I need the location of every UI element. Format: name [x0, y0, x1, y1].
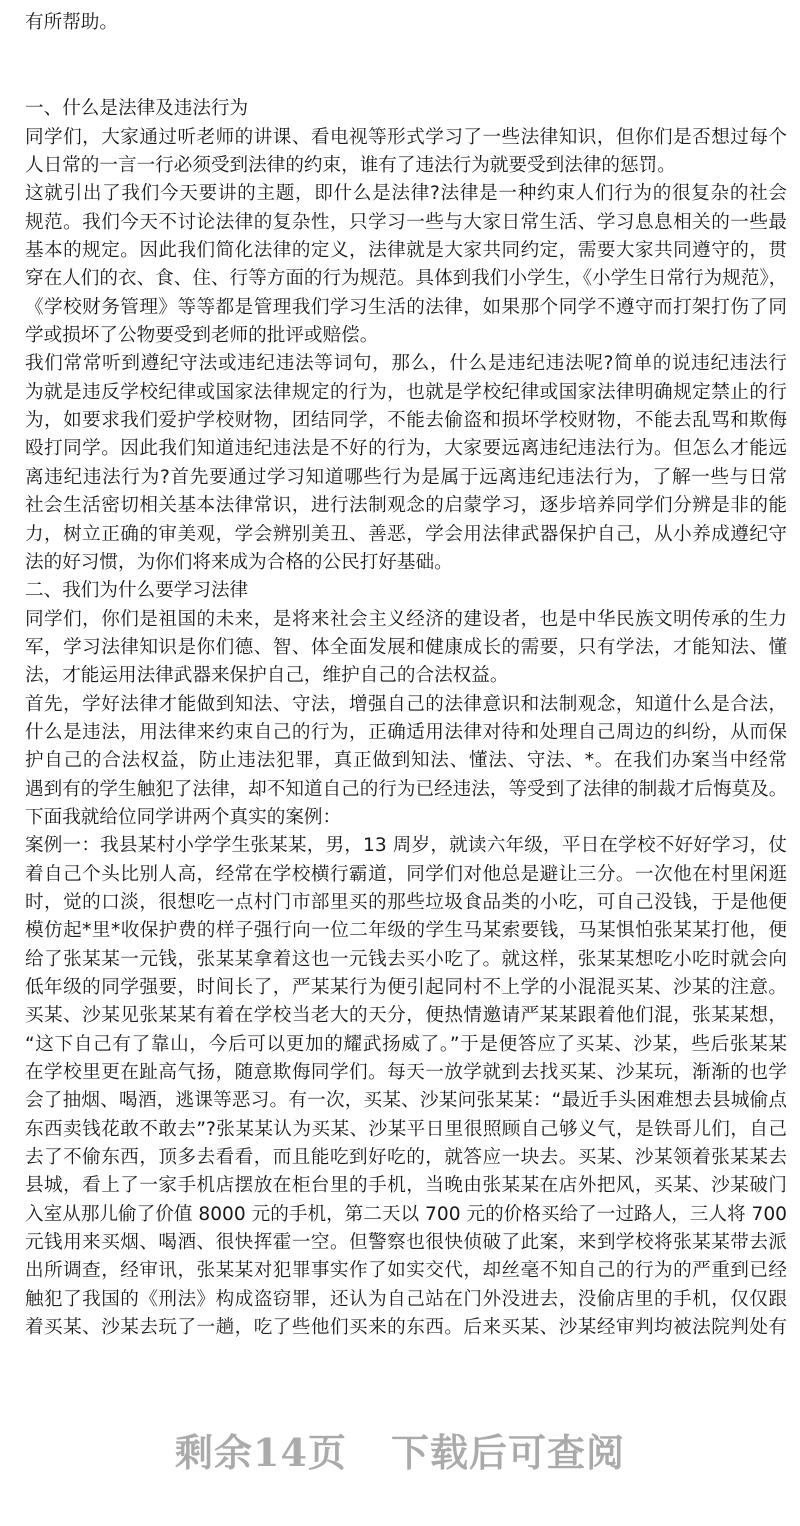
text-line: 去了不偷东西，顶多去看看，而且能吃到好吃的，就答应一块去。买某、沙某领着张某某去	[25, 1147, 787, 1169]
section-heading	[25, 95, 787, 123]
text-line: 东西卖钱花敢不敢去”?张某某认为买某、沙某平日里很照顾自己够义气，是铁哥儿们，自己	[25, 1118, 787, 1140]
text-line: 为就是违反学校纪律或国家法律规定的行为，也就是学校纪律或国家法律明确规定禁止的行	[25, 381, 787, 403]
text-line: 时，觉的口淡，很想吃一点村门市部里买的那些垃圾食品类的小吃，可自己没钱，于是他便	[25, 891, 787, 913]
text-line: 二、我们为什么要学习法律	[25, 580, 249, 602]
text-line: 学或损坏了公物要受到老师的批评或赔偿。	[25, 325, 379, 347]
text-line: 力，树立正确的审美观，学会辨别美丑、善恶，学会用法律武器保护自己，从小养成遵纪守	[25, 523, 787, 545]
text-line: 下面我就给位同学讲两个真实的案例：	[25, 806, 342, 828]
paragraph	[25, 124, 787, 181]
text-line: 案例一：我县某村小学学生张某某，男，13 周岁，就读六年级，平日在学校不好好学习，仗	[25, 835, 787, 857]
text-line: 《学校财务管理》等等都是管理我们学习生活的法律，如果那个同学不遵守而打架打伤了同	[25, 296, 787, 318]
text-line: 法的好习惯，为你们将来成为合格的公民打好基础。	[25, 551, 453, 573]
text-line: 我们常常听到遵纪守法或违纪违法等词句，那么，什么是违纪违法呢?简单的说违纪违法行	[25, 353, 787, 375]
text-line: 一、什么是法律及违法行为	[25, 98, 249, 120]
text-line: 模仿起*里*收保护费的样子强行向一位二年级的学生马某索要钱，马某惧怕张某某打他，便	[25, 920, 787, 942]
text-line: 入室从那儿偷了价值 8000 元的手机，第二天以 700 元的价格买给了一过路人，三人将 700	[25, 1203, 787, 1225]
text-line: 法，才能运用法律武器来保护自己，维护自己的合法权益。	[25, 665, 509, 687]
text-line: 规范。我们今天不讨论法律的复杂性，只学习一些与大家日常生活、学习息息相关的一些最	[25, 211, 787, 233]
text-line: 军，学习法律知识是你们德、智、体全面发展和健康成长的需要，只有学法，才能知法、懂	[25, 636, 787, 658]
document-paragraphs	[25, 95, 787, 1342]
text-line: 低年级的同学强要，时间长了，严某某行为便引起同村不上学的小混混买某、沙某的注意。	[25, 977, 787, 998]
text-line: 出所调查，经审讯，张某某对犯罪事实作了如实交代，却丝毫不知自己的行为的严重到已经	[25, 1260, 787, 1282]
text-line: 有所帮助。	[25, 12, 118, 33]
text-line: 县城，看上了一家手机店摆放在柜台里的手机，当晚由张某某在店外把风，买某、沙某破门	[25, 1175, 787, 1197]
text-line: 触犯了我国的《刑法》构成盗窃罪，还认为自己站在门外没进去，没偷店里的手机，仅仅跟	[25, 1288, 787, 1310]
text-line: 同学们，大家通过听老师的讲课、看电视等形式学习了一些法律知识，但你们是否想过每个	[25, 126, 787, 148]
paragraph	[25, 691, 787, 804]
download-hint-label[interactable]: 下载后可查阅	[390, 1430, 625, 1475]
text-line: 社会生活密切相关基本法律常识，进行法制观念的启蒙学习，逐步培养同学们分辨是非的能	[25, 495, 787, 517]
text-line: 首先，学好法律才能做到知法、守法，增强自己的法律意识和法制观念，知道什么是合法，	[25, 693, 787, 715]
text-line: 人日常的一言一行必须受到法律的约束，谁有了违法行为就要受到法律的惩罚。	[25, 155, 676, 177]
text-line: 元钱用来买烟、喝酒、很快挥霍一空。但警察也很快侦破了此案，来到学校将张某某带去派	[25, 1232, 787, 1254]
text-line: “这下自己有了靠山，今后可以更加的耀武扬威了。”于是便答应了买某、沙某，些后张某某	[25, 1033, 787, 1055]
section-heading	[25, 577, 787, 605]
paragraph-gap	[25, 37, 787, 95]
text-line: 穿在人们的衣、食、住、行等方面的行为规范。具体到我们小学生，《小学生日常行为规范》，	[25, 268, 788, 290]
remaining-pages-label[interactable]: 剩余14页	[175, 1430, 347, 1475]
document-body	[25, 9, 787, 1342]
text-line: 买某、沙某见张某某有着在学校当老大的天分，便热情邀请严某某跟着他们混，张某某想，	[25, 1005, 787, 1027]
text-line: 给了张某某一元钱，张某某拿着这也一元钱去买小吃了。就这样，张某某想吃小吃时就会向	[25, 948, 787, 970]
text-line: 遇到有的学生触犯了法律，却不知道自己的行为已经违法，等受到了法律的制裁才后悔莫及。	[25, 778, 788, 800]
paragraph	[25, 180, 787, 350]
text-line: 护自己的合法权益，防止违法犯罪，真正做到知法、懂法、守法、*。在我们办案当中经常	[25, 750, 787, 772]
text-line: 离违纪违法行为?首先要通过学习知道哪些行为是属于远离违纪违法行为，了解一些与日常	[25, 466, 787, 488]
paragraph	[25, 350, 787, 577]
text-line: 着买某、沙某去玩了一趟，吃了些他们买来的东西。后来买某、沙某经审判均被法院判处有	[25, 1317, 787, 1339]
text-line: 什么是违法，用法律来约束自己的行为，正确适用法律对待和处理自己周边的纠纷，从而保	[25, 721, 787, 743]
text-line: 殴打同学。因此我们知道违纪违法是不好的行为，大家要远离违纪违法行为。但怎么才能远	[25, 438, 787, 460]
text-line: 会了抽烟、喝酒，逃课等恶习。有一次，买某、沙某问张某某：“最近手头困难想去县城偷点	[25, 1090, 787, 1112]
intro-tail	[25, 9, 787, 37]
text-line: 这就引出了我们今天要讲的主题，即什么是法律?法律是一种约束人们行为的很复杂的社会	[25, 183, 787, 205]
text-line: 为，如要求我们爱护学校财物，团结同学，不能去偷盗和损坏学校财物，不能去乱骂和欺侮	[25, 410, 787, 432]
download-prompt[interactable]	[0, 1422, 800, 1477]
paragraph	[25, 606, 787, 691]
text-line: 着自己个头比别人高，经常在学校横行霸道，同学们对他总是避让三分。一次他在村里闲逛	[25, 863, 787, 885]
text-line: 基本的规定。因此我们简化法律的定义，法律就是大家共同约定，需要大家共同遵守的，贯	[25, 240, 787, 262]
text-line: 在学校里更在趾高气扬，随意欺侮同学们。每天一放学就到去找买某、沙某玩，渐渐的也学	[25, 1062, 787, 1084]
text-line: 同学们，你们是祖国的未来，是将来社会主义经济的建设者，也是中华民族文明传承的生力	[25, 608, 787, 630]
paragraph	[25, 832, 787, 1342]
paragraph	[25, 804, 787, 832]
